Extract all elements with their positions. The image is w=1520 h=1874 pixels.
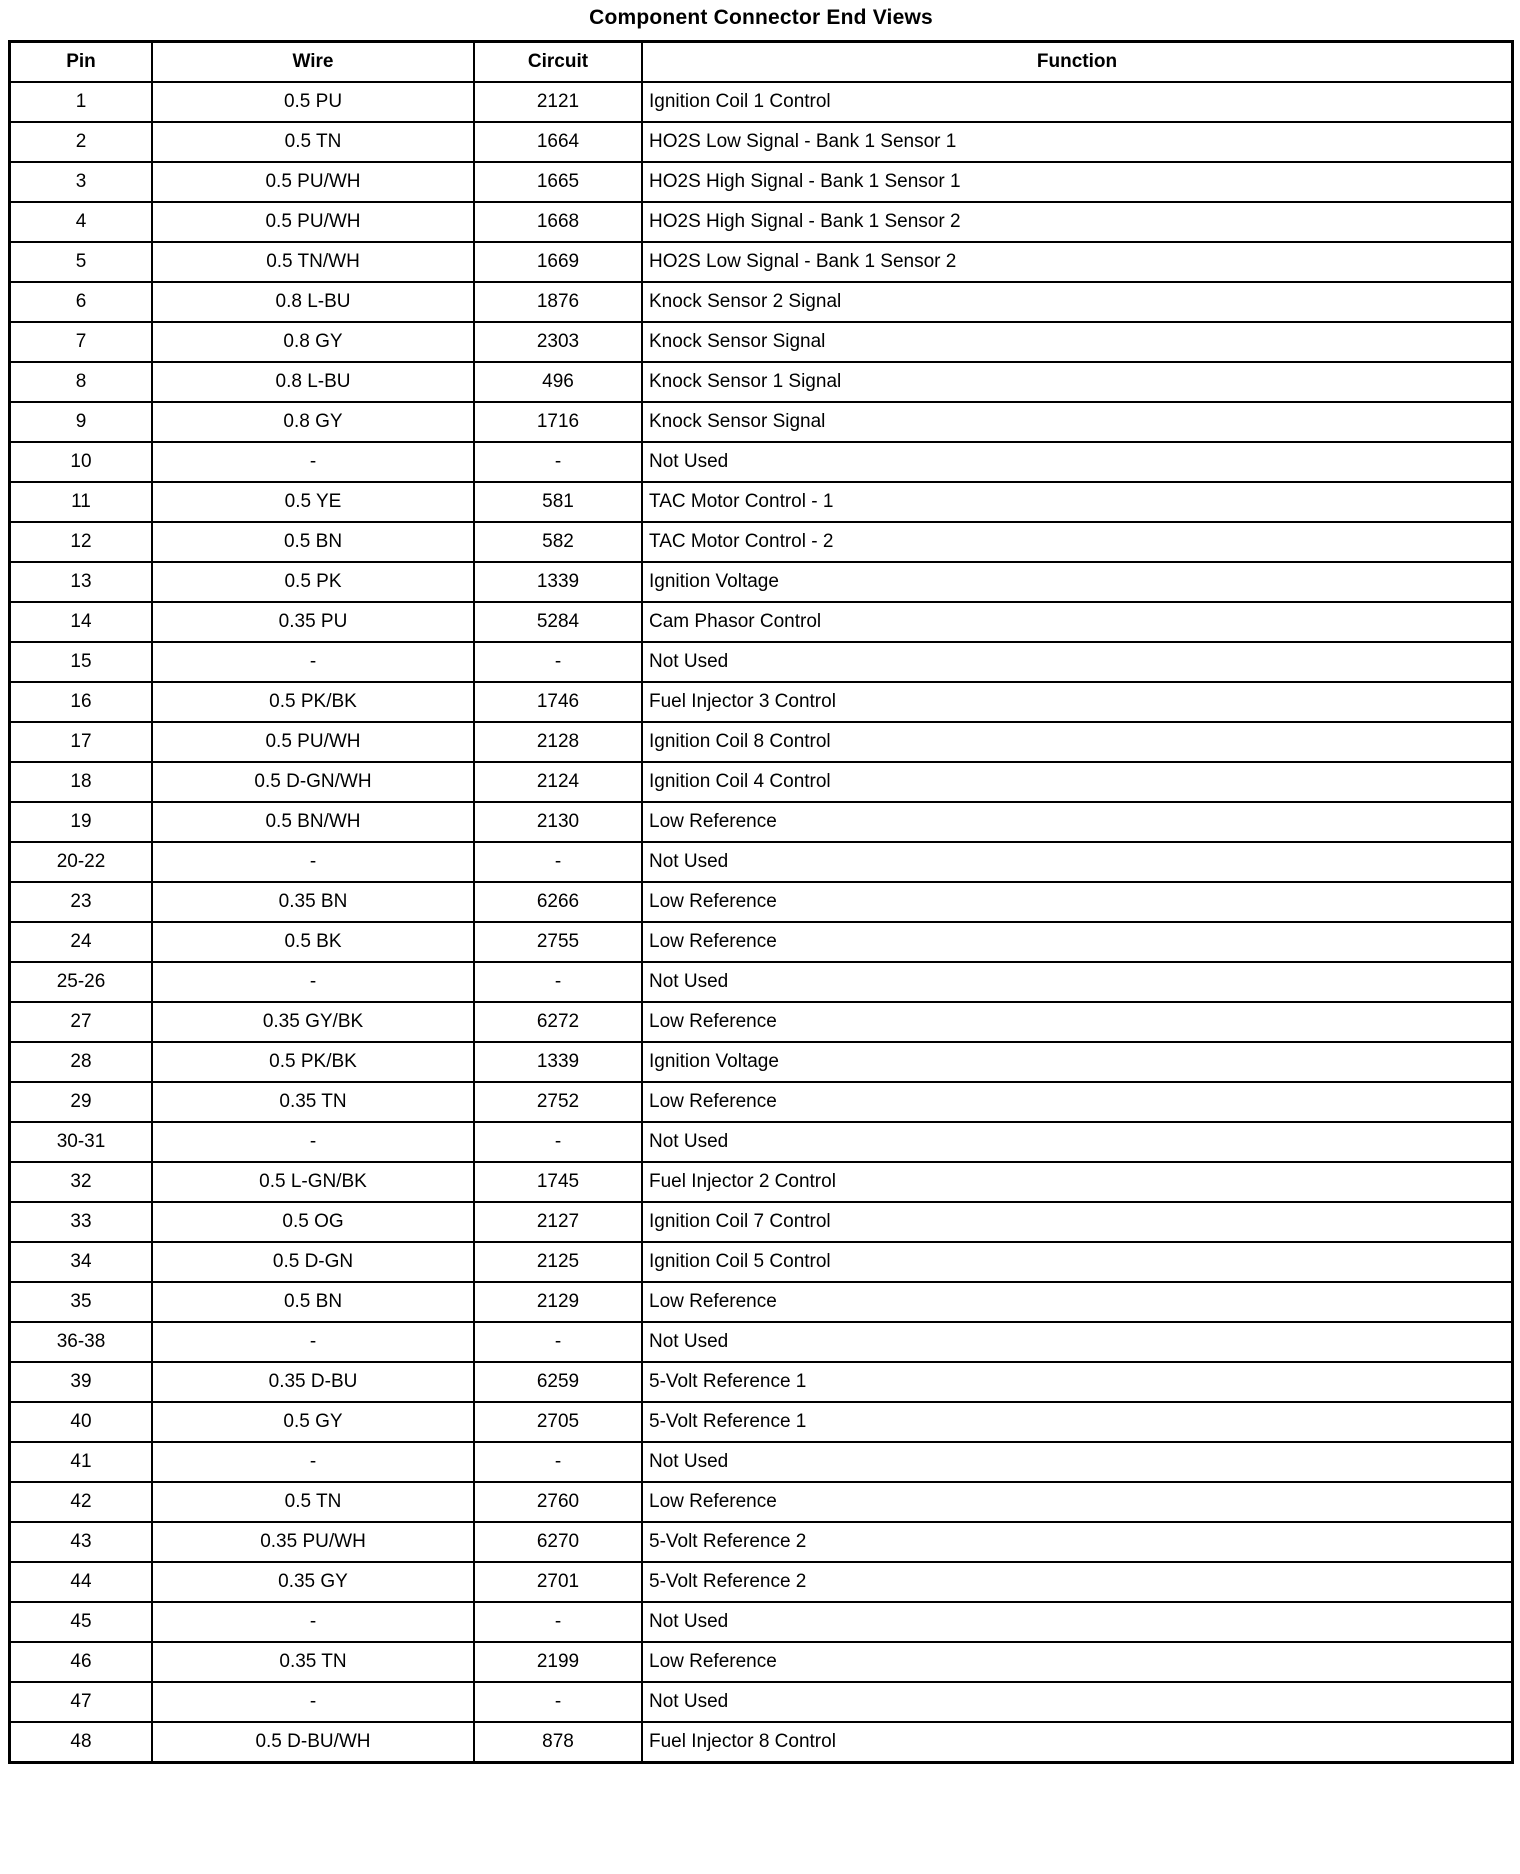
wire-cell: 0.5 L-GN/BK [152,1162,474,1202]
wire-cell: - [152,1122,474,1162]
circuit-cell: - [474,1602,642,1642]
circuit-cell: - [474,442,642,482]
pin-table [8,40,1514,1764]
wire-cell: 0.8 L-BU [152,282,474,322]
table-row [10,322,1513,362]
function-cell: 5-Volt Reference 1 [642,1402,1513,1442]
table-row [10,122,1513,162]
pin-cell: 8 [10,362,153,402]
pin-cell: 16 [10,682,153,722]
table-row [10,1402,1513,1442]
pin-cell: 35 [10,1282,153,1322]
wire-cell: - [152,1602,474,1642]
column-header-wire: Wire [152,42,474,83]
table-row [10,602,1513,642]
pin-cell: 36-38 [10,1322,153,1362]
table-row [10,1162,1513,1202]
pin-cell: 15 [10,642,153,682]
circuit-cell: 2129 [474,1282,642,1322]
wire-cell: 0.5 YE [152,482,474,522]
function-cell: Low Reference [642,1482,1513,1522]
table-row [10,1082,1513,1122]
function-cell: Ignition Voltage [642,1042,1513,1082]
function-cell: Not Used [642,642,1513,682]
function-cell: Ignition Coil 5 Control [642,1242,1513,1282]
pin-cell: 14 [10,602,153,642]
pin-table-body [10,82,1513,1763]
circuit-cell: - [474,842,642,882]
pin-cell: 4 [10,202,153,242]
wire-cell: 0.35 D-BU [152,1362,474,1402]
table-row [10,1282,1513,1322]
circuit-cell: 1668 [474,202,642,242]
wire-cell: 0.5 OG [152,1202,474,1242]
wire-cell: 0.8 GY [152,322,474,362]
table-row [10,1682,1513,1722]
pin-cell: 1 [10,82,153,122]
function-cell: Low Reference [642,1082,1513,1122]
function-cell: Fuel Injector 2 Control [642,1162,1513,1202]
table-row [10,802,1513,842]
wire-cell: 0.5 GY [152,1402,474,1442]
function-cell: Low Reference [642,922,1513,962]
function-cell: Cam Phasor Control [642,602,1513,642]
function-cell: Not Used [642,1602,1513,1642]
table-row [10,1602,1513,1642]
table-row [10,1322,1513,1362]
table-row [10,1242,1513,1282]
wire-cell: 0.5 TN/WH [152,242,474,282]
function-cell: Not Used [642,1122,1513,1162]
wire-cell: 0.5 BN/WH [152,802,474,842]
circuit-cell: 2303 [474,322,642,362]
circuit-cell: - [474,962,642,1002]
circuit-cell: 878 [474,1722,642,1763]
table-row [10,522,1513,562]
pin-cell: 9 [10,402,153,442]
table-row [10,242,1513,282]
table-row [10,1122,1513,1162]
circuit-cell: 2130 [474,802,642,842]
table-row [10,1642,1513,1682]
pin-cell: 33 [10,1202,153,1242]
wire-cell: 0.5 BN [152,1282,474,1322]
circuit-cell: 6272 [474,1002,642,1042]
circuit-cell: 2760 [474,1482,642,1522]
table-row [10,682,1513,722]
circuit-cell: 2124 [474,762,642,802]
table-row [10,922,1513,962]
pin-cell: 25-26 [10,962,153,1002]
wire-cell: 0.5 BN [152,522,474,562]
function-cell: Not Used [642,1442,1513,1482]
circuit-cell: 2121 [474,82,642,122]
circuit-cell: 6259 [474,1362,642,1402]
table-row [10,1202,1513,1242]
function-cell: 5-Volt Reference 2 [642,1562,1513,1602]
table-row [10,1442,1513,1482]
function-cell: Knock Sensor 1 Signal [642,362,1513,402]
function-cell: TAC Motor Control - 1 [642,482,1513,522]
wire-cell: - [152,642,474,682]
pin-cell: 29 [10,1082,153,1122]
pin-cell: 34 [10,1242,153,1282]
circuit-cell: 1664 [474,122,642,162]
table-row [10,282,1513,322]
wire-cell: 0.5 PU/WH [152,722,474,762]
table-row [10,362,1513,402]
wire-cell: 0.35 PU [152,602,474,642]
page-title: Component Connector End Views [589,6,933,29]
table-row [10,1042,1513,1082]
table-row [10,1362,1513,1402]
wire-cell: 0.5 PK/BK [152,682,474,722]
wire-cell: 0.5 TN [152,122,474,162]
function-cell: Knock Sensor Signal [642,322,1513,362]
function-cell: Low Reference [642,1282,1513,1322]
circuit-cell: - [474,642,642,682]
wire-cell: 0.35 TN [152,1082,474,1122]
circuit-cell: 2705 [474,1402,642,1442]
function-cell: Ignition Coil 7 Control [642,1202,1513,1242]
table-row [10,562,1513,602]
table-row [10,82,1513,122]
wire-cell: 0.35 PU/WH [152,1522,474,1562]
function-cell: HO2S Low Signal - Bank 1 Sensor 1 [642,122,1513,162]
function-cell: Ignition Coil 8 Control [642,722,1513,762]
pin-cell: 47 [10,1682,153,1722]
circuit-cell: - [474,1322,642,1362]
wire-cell: 0.5 D-BU/WH [152,1722,474,1763]
circuit-cell: 1339 [474,1042,642,1082]
pin-cell: 24 [10,922,153,962]
pin-cell: 23 [10,882,153,922]
pin-cell: 42 [10,1482,153,1522]
table-row [10,842,1513,882]
pin-cell: 20-22 [10,842,153,882]
circuit-cell: 1746 [474,682,642,722]
circuit-cell: - [474,1122,642,1162]
wire-cell: 0.8 GY [152,402,474,442]
pin-cell: 28 [10,1042,153,1082]
wire-cell: 0.35 TN [152,1642,474,1682]
circuit-cell: 1716 [474,402,642,442]
wire-cell: 0.35 GY [152,1562,474,1602]
function-cell: HO2S High Signal - Bank 1 Sensor 2 [642,202,1513,242]
function-cell: HO2S High Signal - Bank 1 Sensor 1 [642,162,1513,202]
circuit-cell: - [474,1442,642,1482]
pin-cell: 13 [10,562,153,602]
wire-cell: 0.5 PU [152,82,474,122]
table-row [10,1722,1513,1763]
pin-cell: 44 [10,1562,153,1602]
wire-cell: - [152,962,474,1002]
column-header-circuit: Circuit [474,42,642,83]
function-cell: Not Used [642,1322,1513,1362]
pin-cell: 19 [10,802,153,842]
table-row [10,1002,1513,1042]
circuit-cell: 582 [474,522,642,562]
wire-cell: - [152,1442,474,1482]
function-cell: Knock Sensor 2 Signal [642,282,1513,322]
pin-cell: 48 [10,1722,153,1763]
pin-cell: 10 [10,442,153,482]
circuit-cell: 1745 [474,1162,642,1202]
circuit-cell: 5284 [474,602,642,642]
table-row [10,882,1513,922]
pin-cell: 30-31 [10,1122,153,1162]
function-cell: 5-Volt Reference 2 [642,1522,1513,1562]
function-cell: Ignition Coil 1 Control [642,82,1513,122]
table-row [10,962,1513,1002]
pin-cell: 41 [10,1442,153,1482]
function-cell: Not Used [642,842,1513,882]
circuit-cell: 2755 [474,922,642,962]
circuit-cell: 6266 [474,882,642,922]
pin-cell: 32 [10,1162,153,1202]
pin-cell: 12 [10,522,153,562]
wire-cell: 0.35 BN [152,882,474,922]
circuit-cell: 1876 [474,282,642,322]
function-cell: 5-Volt Reference 1 [642,1362,1513,1402]
wire-cell: - [152,1322,474,1362]
column-header-function: Function [642,42,1513,83]
circuit-cell: - [474,1682,642,1722]
column-header-pin: Pin [10,42,153,83]
circuit-cell: 6270 [474,1522,642,1562]
table-row [10,162,1513,202]
wire-cell: - [152,842,474,882]
pin-cell: 46 [10,1642,153,1682]
circuit-cell: 2127 [474,1202,642,1242]
circuit-cell: 2128 [474,722,642,762]
wire-cell: 0.5 D-GN [152,1242,474,1282]
table-row [10,762,1513,802]
table-row [10,202,1513,242]
circuit-cell: 581 [474,482,642,522]
wire-cell: 0.5 D-GN/WH [152,762,474,802]
pin-cell: 27 [10,1002,153,1042]
pin-cell: 17 [10,722,153,762]
function-cell: Not Used [642,442,1513,482]
pin-cell: 6 [10,282,153,322]
table-row [10,1482,1513,1522]
wire-cell: - [152,442,474,482]
wire-cell: 0.5 PU/WH [152,202,474,242]
wire-cell: 0.5 TN [152,1482,474,1522]
wire-cell: 0.5 BK [152,922,474,962]
table-row [10,642,1513,682]
function-cell: Knock Sensor Signal [642,402,1513,442]
pin-cell: 5 [10,242,153,282]
function-cell: Ignition Voltage [642,562,1513,602]
function-cell: Low Reference [642,802,1513,842]
table-row [10,722,1513,762]
function-cell: Not Used [642,1682,1513,1722]
function-cell: Ignition Coil 4 Control [642,762,1513,802]
wire-cell: 0.5 PU/WH [152,162,474,202]
wire-cell: 0.5 PK [152,562,474,602]
pin-cell: 39 [10,1362,153,1402]
function-cell: Fuel Injector 8 Control [642,1722,1513,1763]
circuit-cell: 1339 [474,562,642,602]
function-cell: TAC Motor Control - 2 [642,522,1513,562]
table-row [10,1522,1513,1562]
pin-cell: 2 [10,122,153,162]
function-cell: Not Used [642,962,1513,1002]
wire-cell: 0.5 PK/BK [152,1042,474,1082]
circuit-cell: 2752 [474,1082,642,1122]
circuit-cell: 2199 [474,1642,642,1682]
circuit-cell: 2701 [474,1562,642,1602]
table-row [10,1562,1513,1602]
pin-cell: 40 [10,1402,153,1442]
function-cell: Low Reference [642,882,1513,922]
wire-cell: - [152,1682,474,1722]
function-cell: Fuel Injector 3 Control [642,682,1513,722]
wire-cell: 0.35 GY/BK [152,1002,474,1042]
pin-cell: 45 [10,1602,153,1642]
circuit-cell: 496 [474,362,642,402]
pin-cell: 11 [10,482,153,522]
table-row [10,402,1513,442]
circuit-cell: 2125 [474,1242,642,1282]
wire-cell: 0.8 L-BU [152,362,474,402]
pin-table-head [10,42,1513,83]
pin-cell: 3 [10,162,153,202]
table-row [10,442,1513,482]
circuit-cell: 1665 [474,162,642,202]
function-cell: HO2S Low Signal - Bank 1 Sensor 2 [642,242,1513,282]
function-cell: Low Reference [642,1642,1513,1682]
table-row [10,482,1513,522]
header-row [10,42,1513,83]
circuit-cell: 1669 [474,242,642,282]
pin-cell: 7 [10,322,153,362]
pin-cell: 18 [10,762,153,802]
pin-cell: 43 [10,1522,153,1562]
function-cell: Low Reference [642,1002,1513,1042]
